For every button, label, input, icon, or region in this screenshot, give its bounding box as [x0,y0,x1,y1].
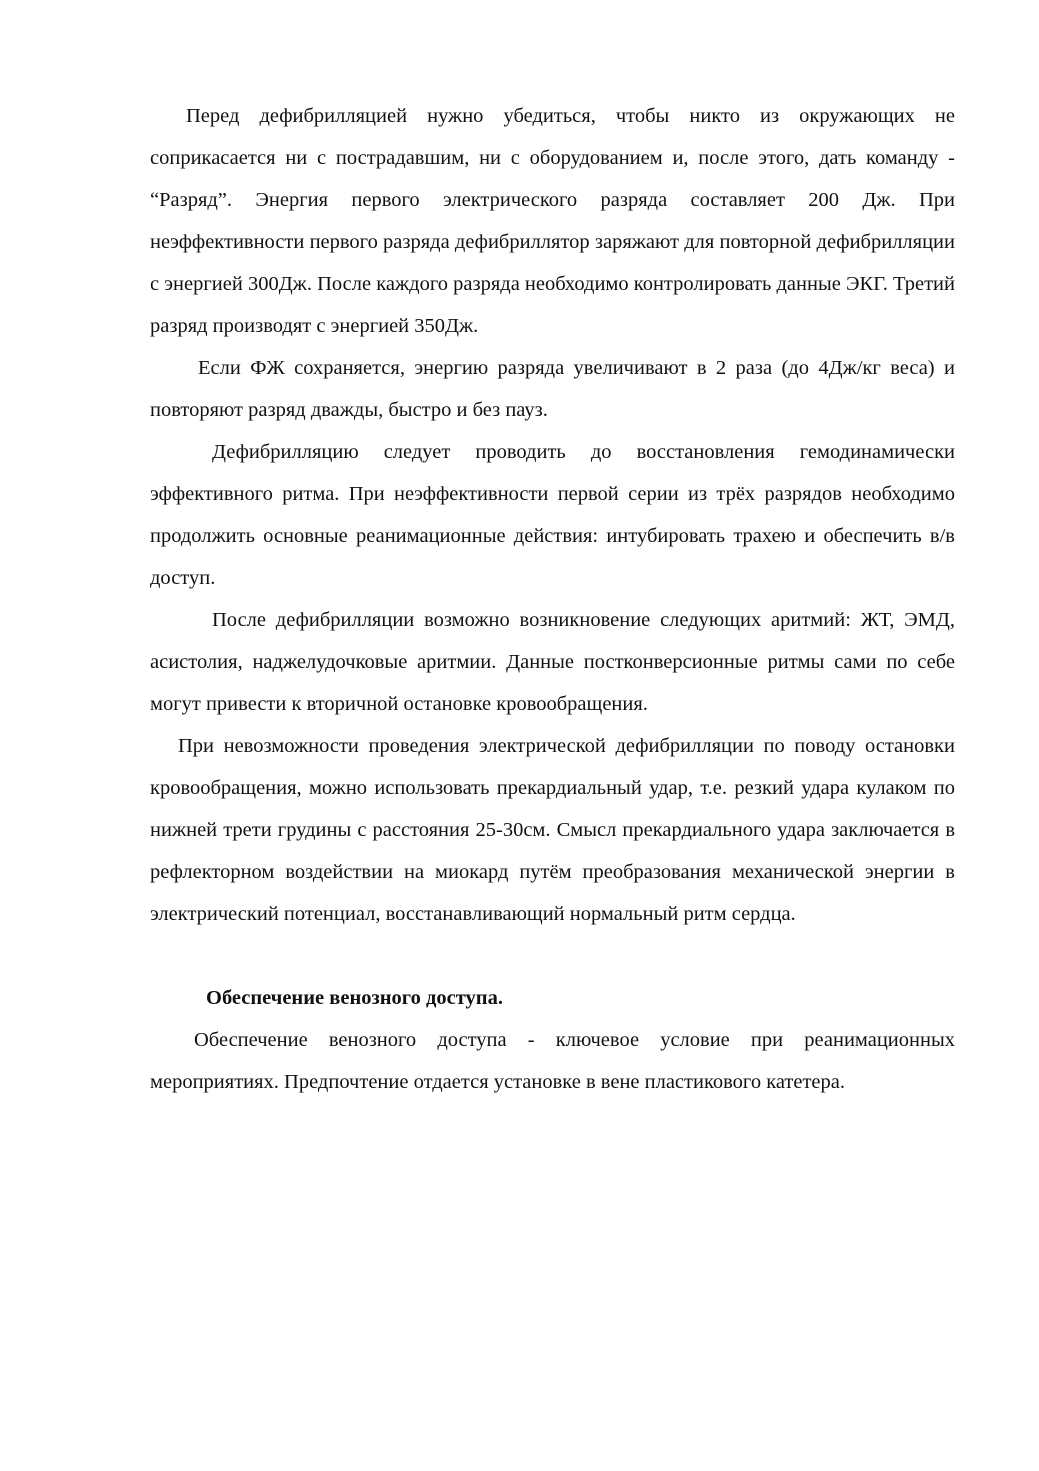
document-body [150,95,955,1103]
paragraph-defibrillation-rhythm: Дефибрилляцию следует проводить до восстановления гемодинамически эффективного ритма. При неэффективности первой серии из трёх разрядов необходимо продолжить основные реанимационные действия: интубировать трахею и обеспечить в/в доступ. [150,441,955,589]
paragraph-post-defibrillation-arrhythmias: После дефибрилляции возможно возникновение следующих аритмий: ЖТ, ЭМД, асистолия, наджелудочковые аритмии. Данные постконверсионные ритмы сами по себе могут привести к вторичной остановке кровообращения. [150,609,955,715]
paragraph-precordial-thump: При невозможности проведения электрической дефибрилляции по поводу остановки кровообращения, можно использовать прекардиальный удар, т.е. резкий удара кулаком по нижней трети грудины с расстояния 25-30см. Смысл прекардиального удара заключается в рефлекторном воздействии на миокард путём преобразования механической энергии в электрический потенциал, восстанавливающий нормальный ритм сердца. [150,735,955,925]
paragraph-defibrillation-energy: Перед дефибрилляцией нужно убедиться, чтобы никто из окружающих не соприкасается ни с пострадавшим, ни с оборудованием и, после этого, дать команду - “Разряд”. Энергия первого электрического разряда составляет 200 Дж. При неэффективности первого разряда дефибриллятор заряжают для повторной дефибрилляции с энергией 300Дж. После каждого разряда необходимо контролировать данные ЭКГ. Третий разряд производят с энергией 350Дж. [150,105,955,337]
section-heading-venous-access: Обеспечение венозного доступа. [206,987,503,1009]
paragraph-venous-access: Обеспечение венозного доступа - ключевое условие при реанимационных мероприятиях. Предпочтение отдается установке в вене пластикового катетера. [150,1029,955,1093]
paragraph-vf-persists: Если ФЖ сохраняется, энергию разряда увеличивают в 2 раза (до 4Дж/кг веса) и повторяют разряд дважды, быстро и без пауз. [150,357,955,421]
